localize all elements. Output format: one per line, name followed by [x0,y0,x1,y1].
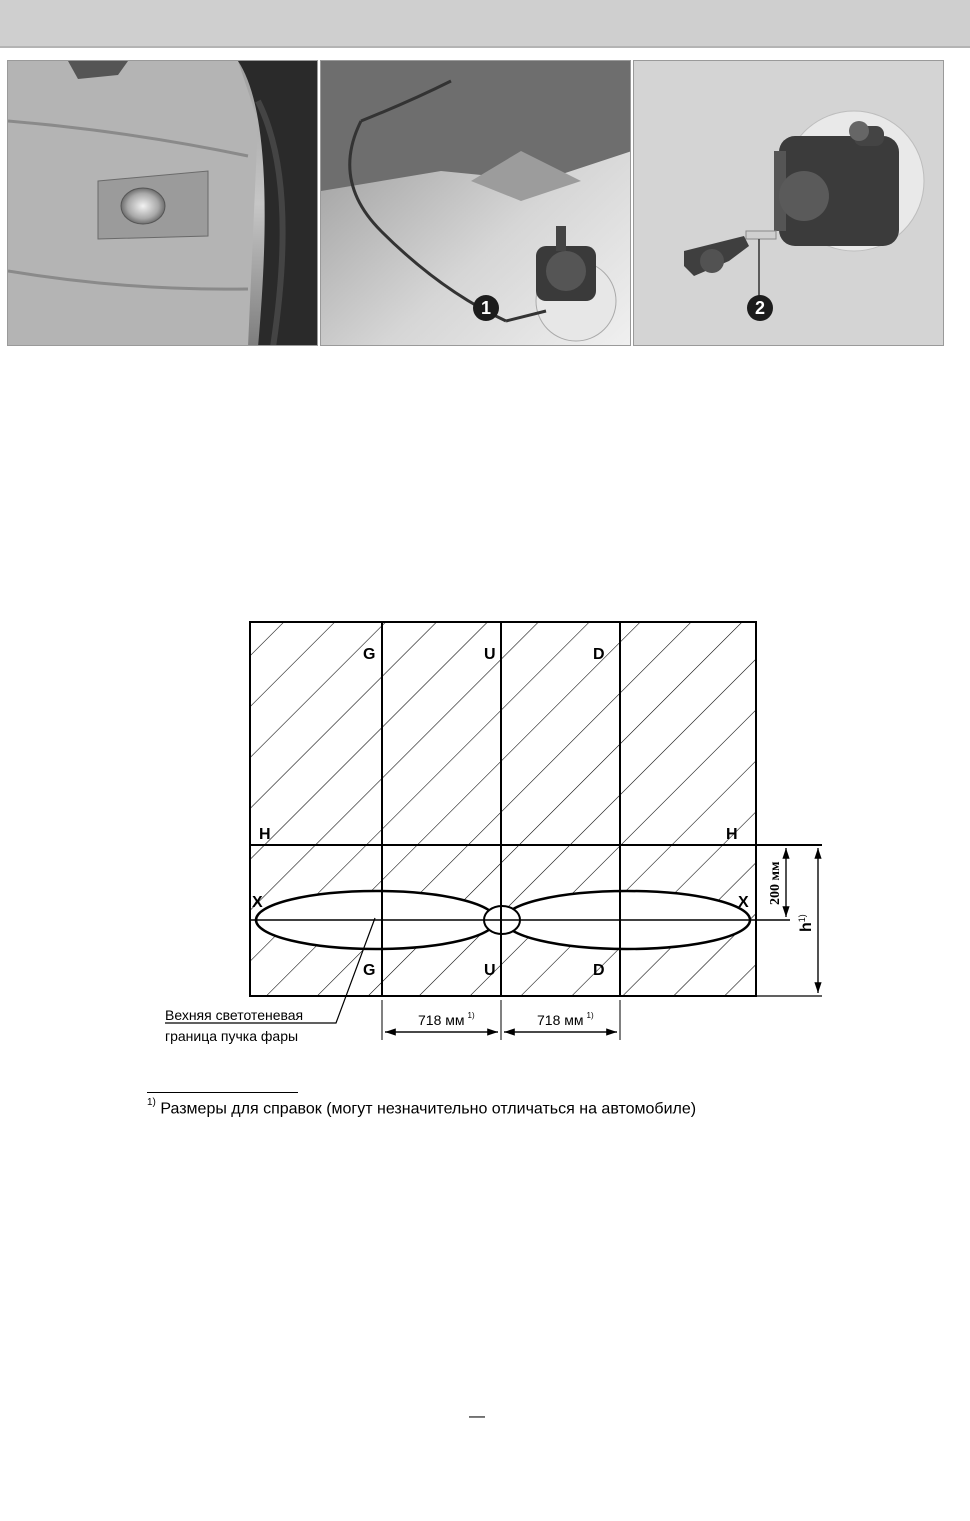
footnote-rule [147,1092,298,1093]
label-g-top: G [363,646,376,663]
footnote [147,1099,696,1118]
page-number: — [469,1408,485,1425]
callout-1: 1 [473,295,499,321]
footnote-text: Размеры для справок (могут незначительно отличаться на автомобиле) [160,1100,697,1118]
dim-718-right-label: 718 мм $^{1)}$ [537,1011,594,1028]
label-x-left: X [252,894,263,911]
dim-718-left-label: 718 мм $^{1)}$ [418,1011,475,1028]
fog-lamp-connector-photo [320,60,631,346]
label-u-bottom: U [484,962,496,979]
dim-h-label: $h^{1)}$ [797,914,815,932]
cutoff-label-line2: граница пучка фары [165,1028,299,1044]
label-x-right: X [738,894,749,911]
hatched-screen [250,622,756,996]
headlight-aim-diagram [0,600,970,1070]
footnote-marker: 1) [147,1097,156,1108]
fog-lamp-bulb-photo [633,60,944,346]
label-d-top: D [593,646,605,663]
cutoff-label-line1: Вехняя светотеневая [165,1007,304,1023]
label-d-bottom: D [593,962,605,979]
dim-200-label: 200 мм [768,861,783,905]
label-g-bottom: G [363,962,376,979]
front-bumper-fog-light-photo [7,60,318,346]
label-h-left: H [259,826,271,843]
header-bar [0,0,970,48]
label-h-right: H [726,826,738,843]
label-u-top: U [484,646,496,663]
callout-2: 2 [747,295,773,321]
